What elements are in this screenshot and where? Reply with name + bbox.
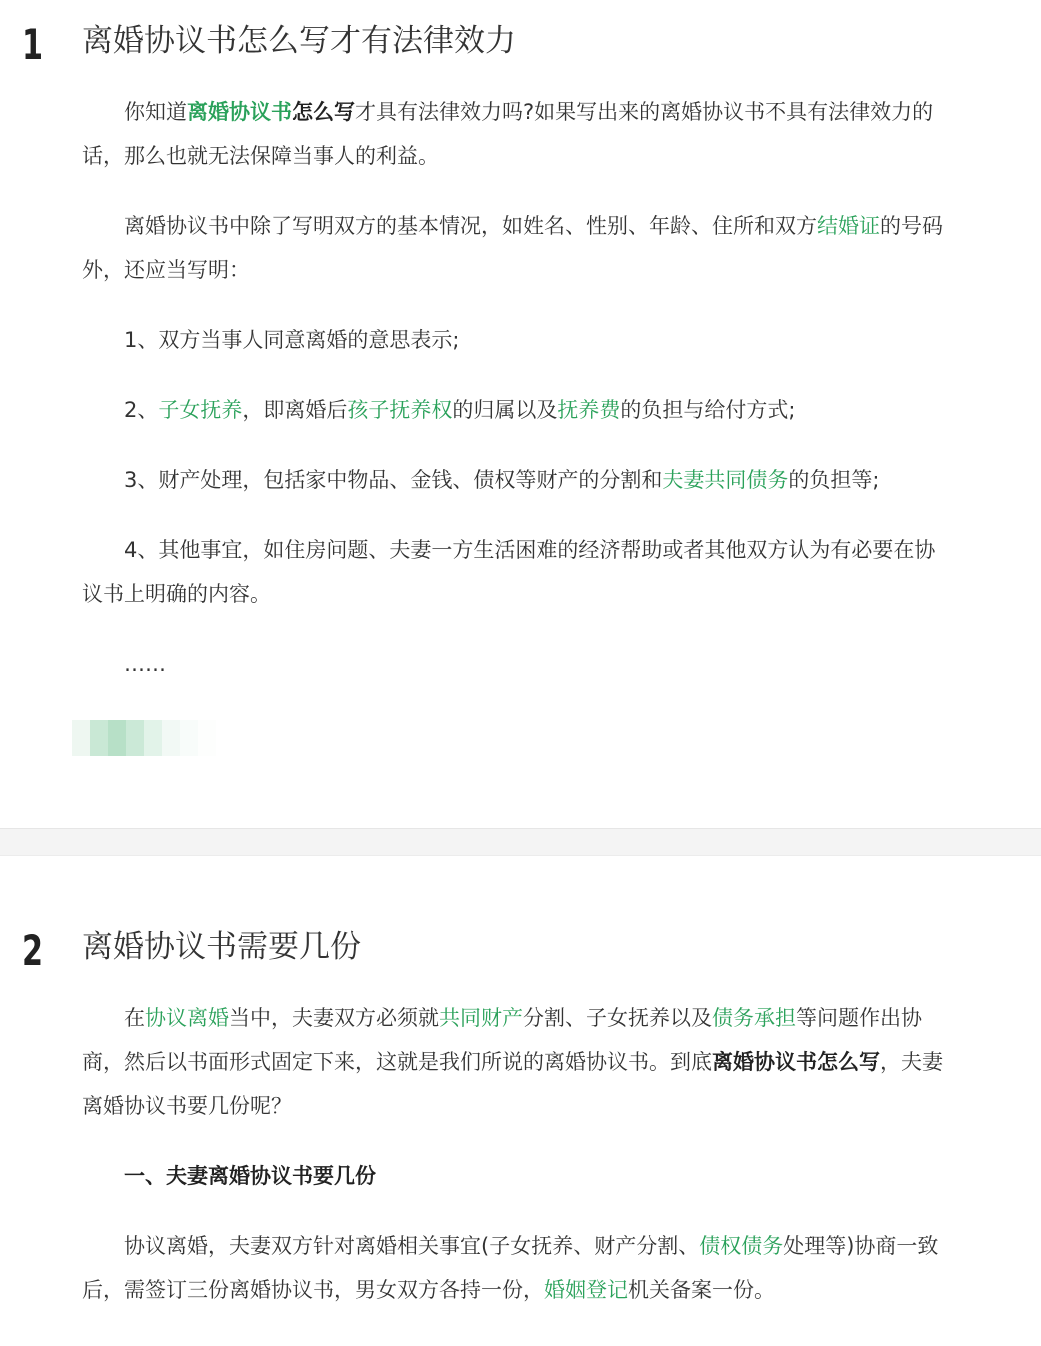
text: 在 — [124, 1006, 145, 1030]
section-2-header — [0, 928, 1041, 988]
ellipsis: …… — [124, 652, 166, 676]
text: 分割、子女抚养以及 — [523, 1006, 712, 1030]
bold-text: 离婚协议书怎么写 — [712, 1050, 880, 1074]
section-number: 2 — [22, 926, 44, 975]
subheading — [82, 1154, 952, 1198]
text: 你知道 — [124, 100, 187, 124]
subheading-text: 一、夫妻离婚协议书要几份 — [124, 1164, 376, 1188]
section-title: 离婚协议书怎么写才有法律效力 — [82, 23, 516, 59]
text: 3、财产处理，包括家中物品、金钱、债权等财产的分割和 — [124, 468, 663, 492]
keyword-link[interactable]: 债权债务 — [699, 1234, 784, 1258]
paragraph — [82, 996, 952, 1128]
blurred-image — [72, 720, 216, 756]
keyword-link[interactable]: 协议离婚 — [145, 1006, 229, 1030]
text: 机关备案一份。 — [628, 1278, 775, 1302]
keyword-link[interactable]: 共同财产 — [439, 1006, 523, 1030]
text: ，夫妻离婚协议书要几份呢？ — [82, 1050, 943, 1118]
section-1-body — [82, 90, 952, 686]
text: 处理等)协商一致后，需签订三份离婚协议书，男女双方各持一份， — [82, 1234, 939, 1302]
keyword-link[interactable]: 抚养费 — [557, 398, 621, 422]
text: 当中，夫妻双方必须就 — [229, 1006, 439, 1030]
list-item: 1、双方当事人同意离婚的意思表示; — [124, 328, 460, 352]
section-title: 离婚协议书需要几份 — [82, 929, 361, 965]
text: 的归属以及 — [452, 398, 558, 422]
keyword-link[interactable]: 结婚证 — [817, 214, 880, 238]
paragraph — [82, 204, 952, 292]
text: 才具有法律效力吗?如果写出来的离婚协议书不具有法律效力的话，那么也就无法保障当事人的利益。 — [82, 100, 934, 168]
text: ，即离婚后 — [242, 398, 348, 422]
list-item — [82, 388, 952, 432]
keyword-link[interactable]: 子女抚养 — [158, 398, 243, 422]
keyword-link[interactable]: 孩子抚养权 — [347, 398, 453, 422]
text: 2、 — [124, 398, 159, 422]
keyword-link[interactable]: 离婚协议书 — [187, 100, 292, 124]
section-1-header — [0, 22, 1041, 82]
paragraph — [82, 1224, 952, 1312]
section-divider — [0, 828, 1041, 856]
keyword-link[interactable]: 债务承担 — [712, 1006, 796, 1030]
bold-text: 怎么写 — [292, 100, 355, 124]
text: 的负担与给付方式; — [620, 398, 796, 422]
list-item — [82, 458, 952, 502]
text: 协议离婚，夫妻双方针对离婚相关事宜(子女抚养、财产分割、 — [124, 1234, 700, 1258]
section-number: 1 — [22, 20, 44, 69]
keyword-link[interactable]: 夫妻共同债务 — [662, 468, 789, 492]
text: 的号码外，还应当写明： — [82, 214, 943, 282]
keyword-link[interactable]: 婚姻登记 — [544, 1278, 628, 1302]
text: 的负担等; — [788, 468, 880, 492]
text: 离婚协议书中除了写明双方的基本情况，如姓名、性别、年龄、住所和双方 — [124, 214, 817, 238]
section-2-body — [82, 996, 952, 1312]
list-item: 4、其他事宜，如住房问题、夫妻一方生活困难的经济帮助或者其他双方认为有必要在协议书上明确的内容。 — [82, 538, 936, 606]
text: 等问题作出协商，然后以书面形式固定下来，这就是我们所说的离婚协议书。到底 — [82, 1006, 922, 1074]
paragraph — [82, 90, 952, 178]
